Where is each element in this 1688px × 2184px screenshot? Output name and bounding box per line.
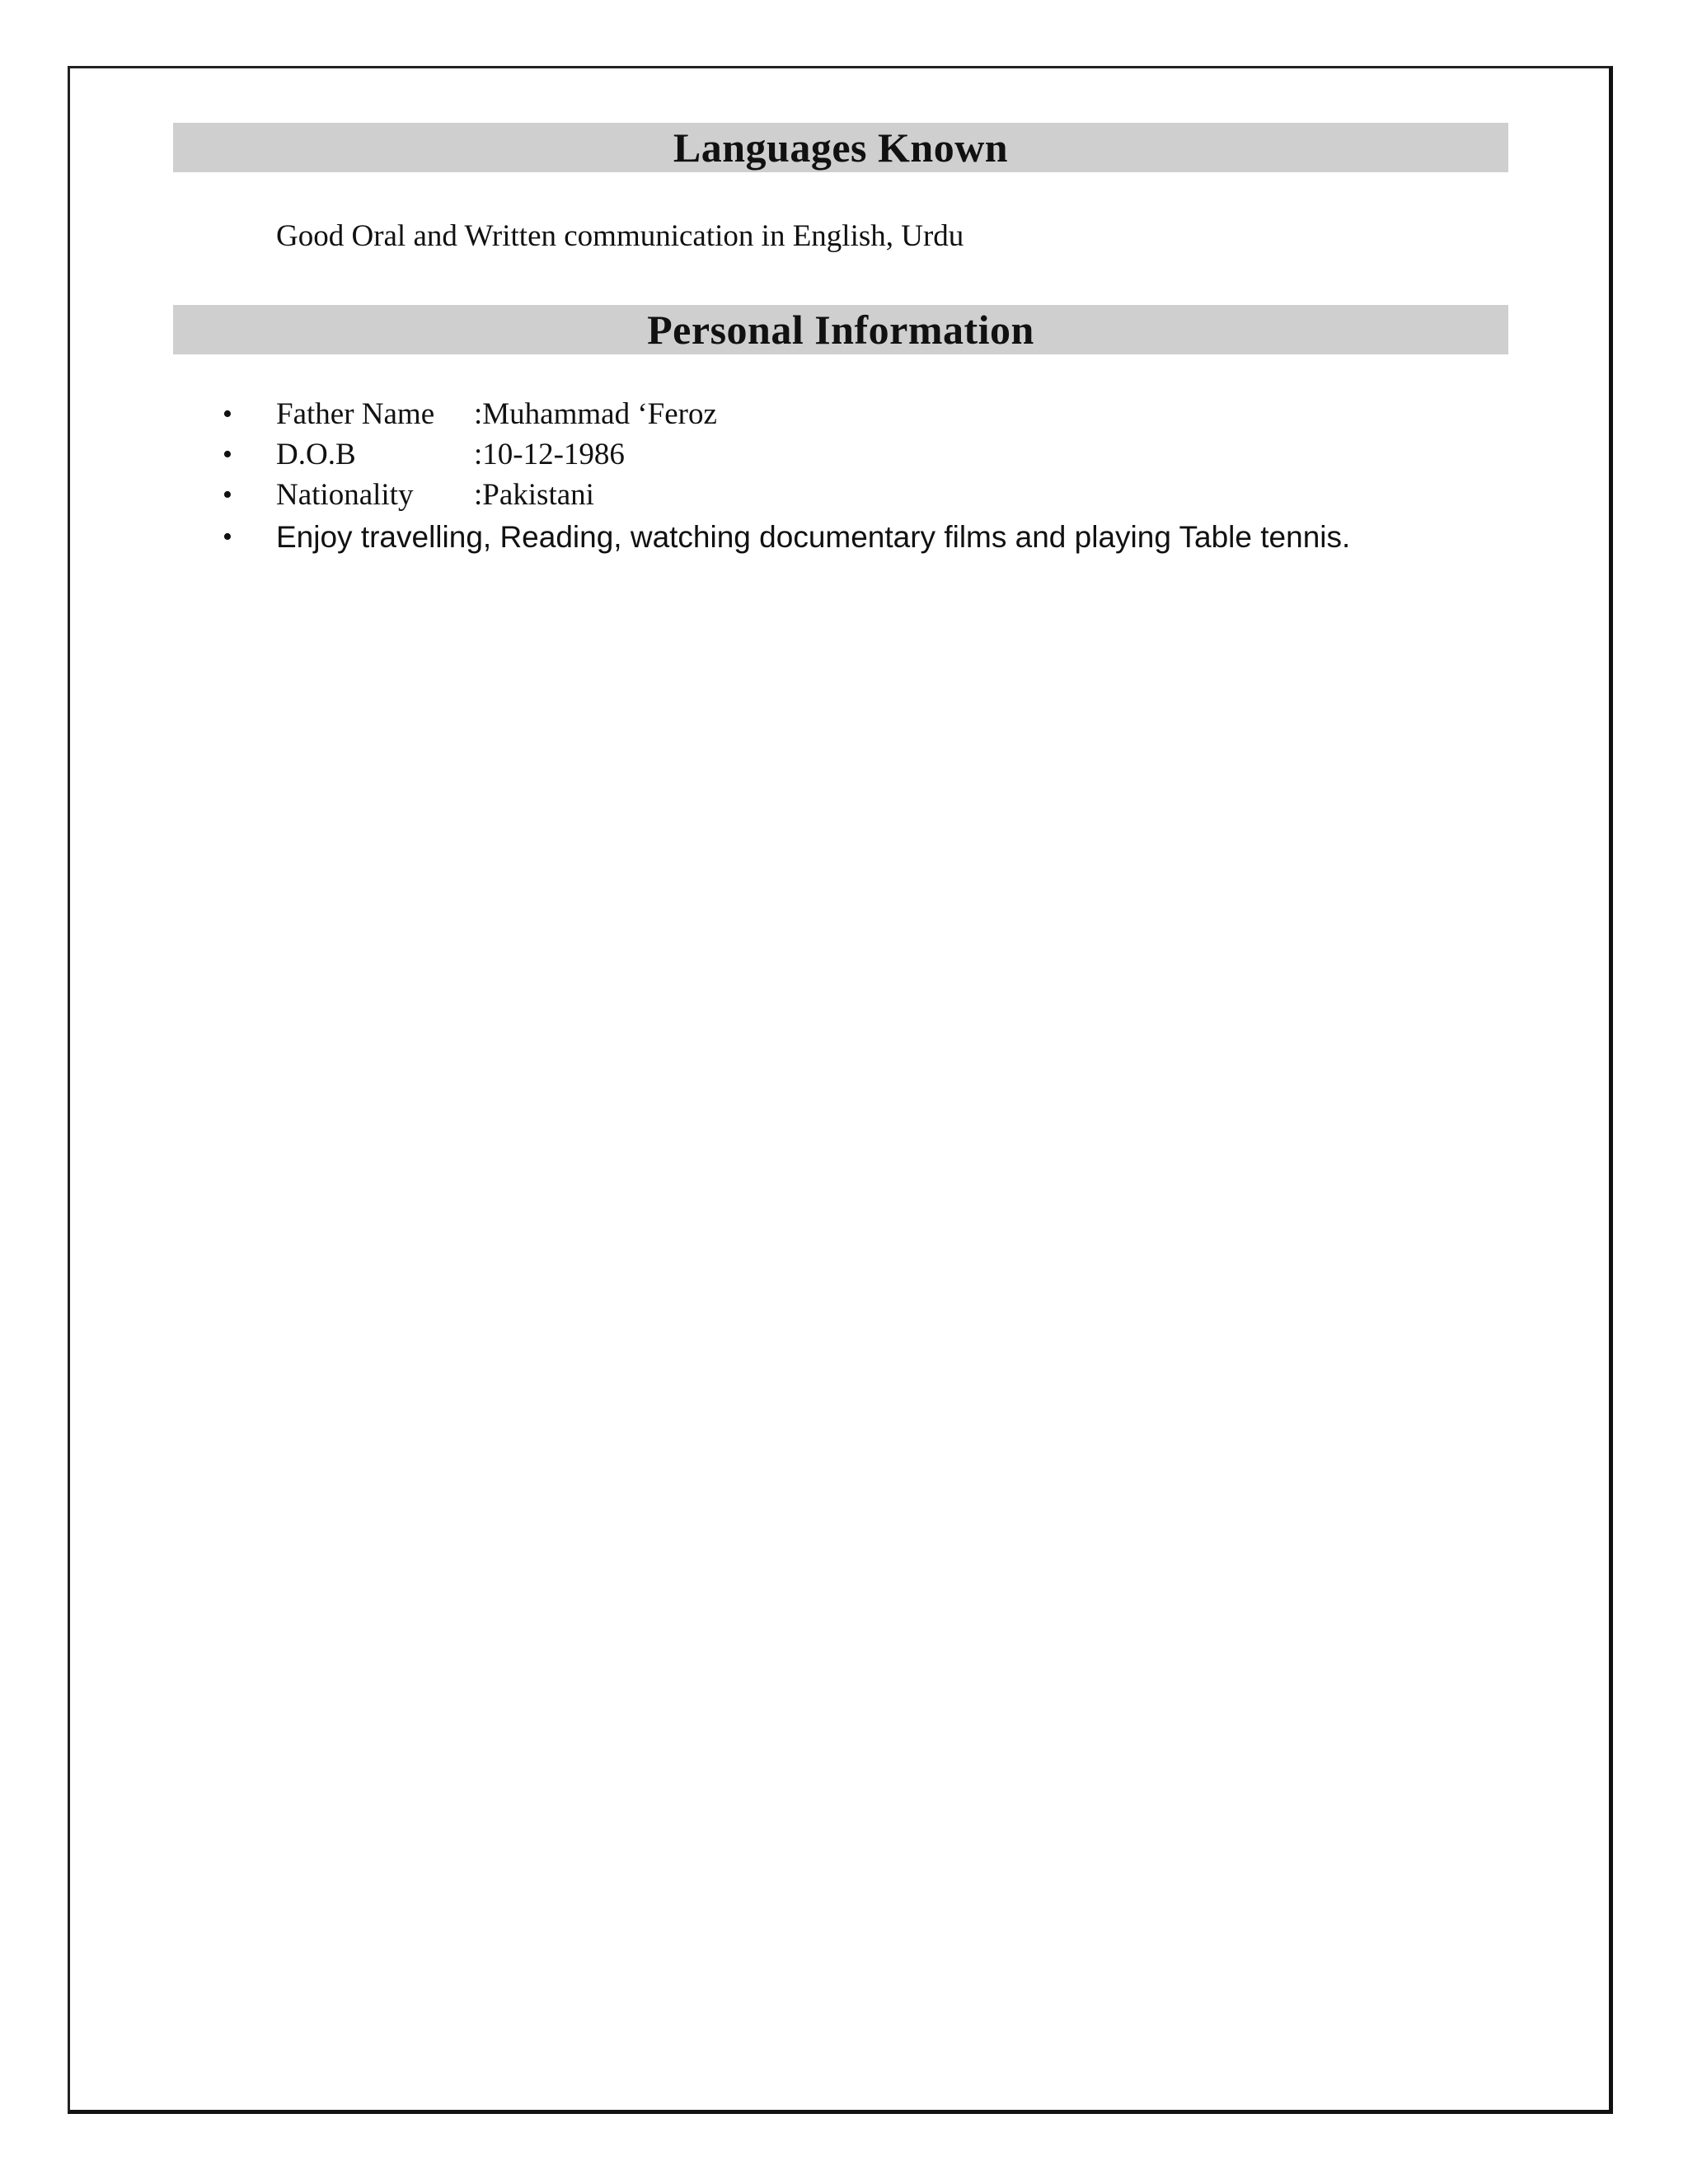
nationality-value: :Pakistani [474,478,594,512]
dob-label: D.O.B [276,438,356,471]
bullet-icon: • [223,479,232,510]
dob-value: :10-12-1986 [474,438,625,471]
list-item-hobbies [223,515,1350,560]
list-item-dob [223,434,1350,475]
page-border [68,66,1613,2114]
list-item-nationality [223,475,1350,515]
personal-info-header-bar [173,305,1508,354]
nationality-label: Nationality [276,478,414,512]
personal-info-heading: Personal Information [647,307,1034,353]
bullet-icon: • [223,438,232,470]
languages-header-bar [173,123,1508,172]
hobbies-text: Enjoy travelling, Reading, watching documentary films and playing Table tennis. [276,520,1351,554]
father-name-value: :Muhammad ‘Feroz [474,397,717,431]
list-item-father-name [223,394,1350,434]
father-name-label: Father Name [276,397,435,431]
languages-description: Good Oral and Written communication in English, Urdu [276,219,964,253]
languages-heading: Languages Known [673,124,1009,171]
bullet-icon: • [223,522,232,552]
bullet-icon: • [223,398,232,429]
personal-info-list [223,394,1350,560]
